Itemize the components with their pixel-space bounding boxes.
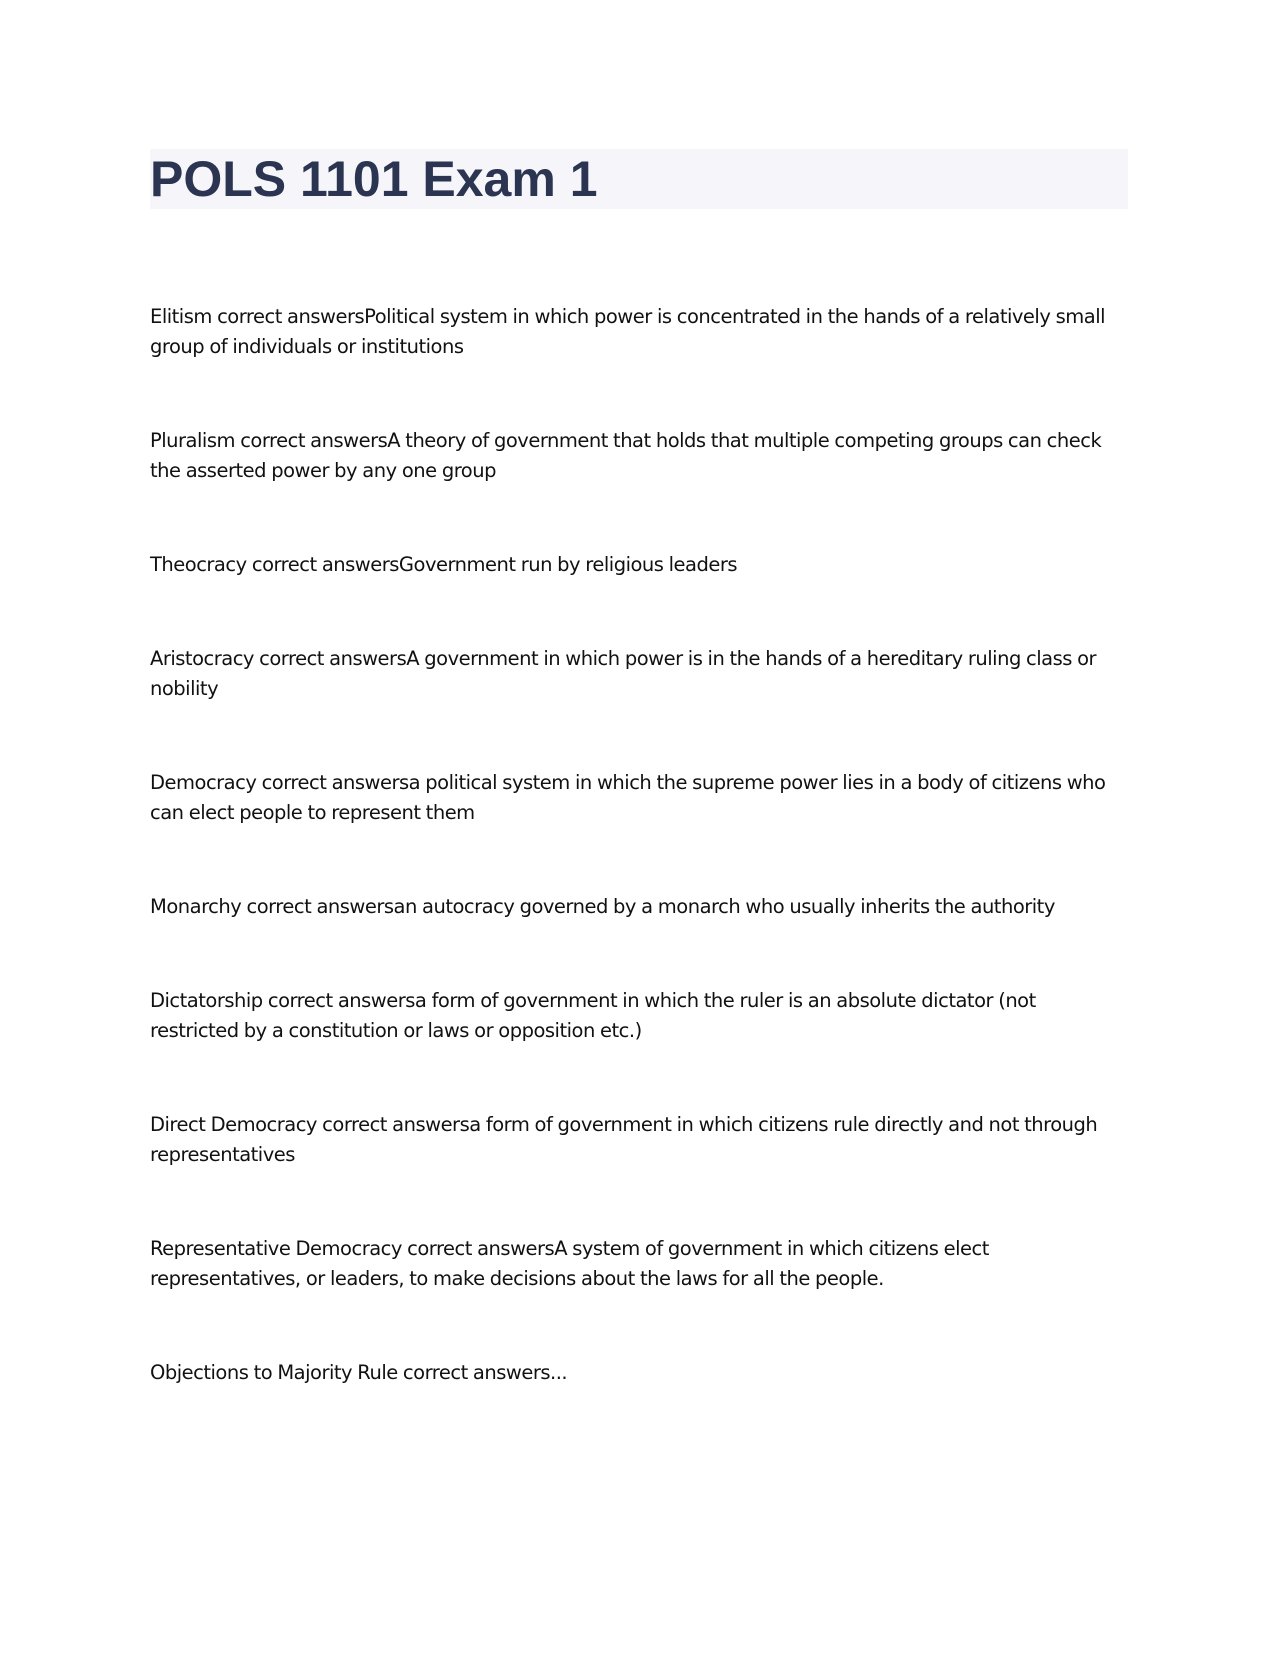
entry-elitism: Elitism correct answersPolitical system in which power is concentrated in the hands of a relatively small group of individuals or institutions: [150, 305, 1106, 358]
entry-objections-majority-rule: Objections to Majority Rule correct answers...: [150, 1361, 568, 1384]
entry-representative-democracy: Representative Democracy correct answersA system of government in which citizens elect representatives, or leaders, to make decisions about the laws for all the people.: [150, 1237, 989, 1290]
entry-dictatorship: Dictatorship correct answersa form of government in which the ruler is an absolute dictator (not restricted by a constitution or laws or opposition etc.): [150, 989, 1036, 1042]
entry-monarchy: Monarchy correct answersan autocracy governed by a monarch who usually inherits the authority: [150, 895, 1055, 918]
entry-democracy: Democracy correct answersa political system in which the supreme power lies in a body of citizens who can elect people to represent them: [150, 771, 1106, 824]
entry-aristocracy: Aristocracy correct answersA government in which power is in the hands of a hereditary ruling class or nobility: [150, 647, 1097, 700]
document-title: POLS 1101 Exam 1: [150, 151, 598, 207]
entry-pluralism: Pluralism correct answersA theory of government that holds that multiple competing groups can check the asserted power by any one group: [150, 429, 1102, 482]
entry-theocracy: Theocracy correct answersGovernment run by religious leaders: [150, 553, 738, 576]
entry-list: [150, 302, 1128, 1452]
entry-direct-democracy: Direct Democracy correct answersa form of government in which citizens rule directly and not through representatives: [150, 1113, 1098, 1166]
